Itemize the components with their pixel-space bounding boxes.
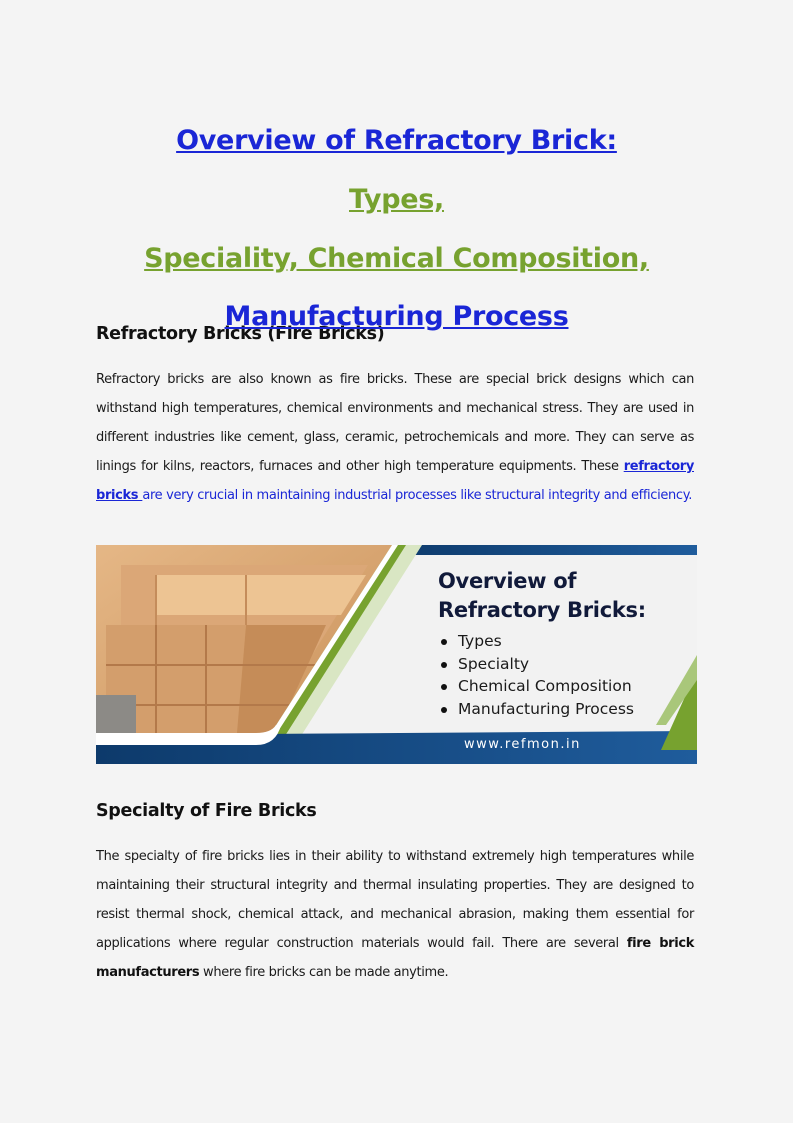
banner-list-item: Types bbox=[438, 630, 634, 653]
banner-list-item: Chemical Composition bbox=[438, 675, 634, 698]
banner-title-line-1: Overview of bbox=[438, 569, 577, 593]
fire-brick-manufacturers-text: fire brick manufacturers bbox=[96, 936, 694, 980]
banner-title-line-2: Refractory Bricks: bbox=[438, 598, 646, 622]
overview-banner-image bbox=[96, 545, 697, 764]
banner-list-item: Manufacturing Process bbox=[438, 698, 634, 721]
page-title-line-1[interactable]: Overview of Refractory Brick: bbox=[176, 125, 617, 156]
page-title-line-3[interactable]: Speciality, Chemical Composition, bbox=[144, 243, 649, 274]
section-paragraph-refractory-bricks bbox=[96, 365, 694, 510]
page-title-line-4[interactable]: Manufacturing Process bbox=[224, 301, 569, 332]
banner-topic-list bbox=[438, 630, 634, 720]
refractory-bricks-link[interactable]: refractory bricks bbox=[96, 459, 694, 503]
banner-list-item: Specialty bbox=[438, 653, 634, 676]
paragraph-text-linked: are very crucial in maintaining industrial processes like structural integrity and efficiency. bbox=[142, 488, 692, 503]
section-heading-refractory-bricks: Refractory Bricks (Fire Bricks) bbox=[96, 324, 385, 344]
paragraph-text: Refractory bricks are also known as fire bricks. These are special brick designs which can withstand high temperatures, chemical environments and mechanical stress. They are used in different industries like cement, glass, ceramic, petrochemicals and more. They can serve as linings for kilns, reactors, furnaces and other high temperature equipments. These bbox=[96, 372, 694, 474]
page-title-line-2[interactable]: Types, bbox=[349, 184, 444, 215]
banner-website-url: www.refmon.in bbox=[464, 737, 581, 752]
section-heading-specialty: Specialty of Fire Bricks bbox=[96, 801, 317, 821]
banner-title bbox=[438, 567, 646, 625]
paragraph-text: The specialty of fire bricks lies in their ability to withstand extremely high temperatures while maintaining their structural integrity and thermal insulating properties. They are designed to resist thermal shock, chemical attack, and mechanical abrasion, making them essential for applications where regular construction materials would fail. There are several bbox=[96, 849, 694, 951]
section-paragraph-specialty bbox=[96, 842, 694, 987]
paragraph-text-end: where fire bricks can be made anytime. bbox=[199, 965, 449, 980]
